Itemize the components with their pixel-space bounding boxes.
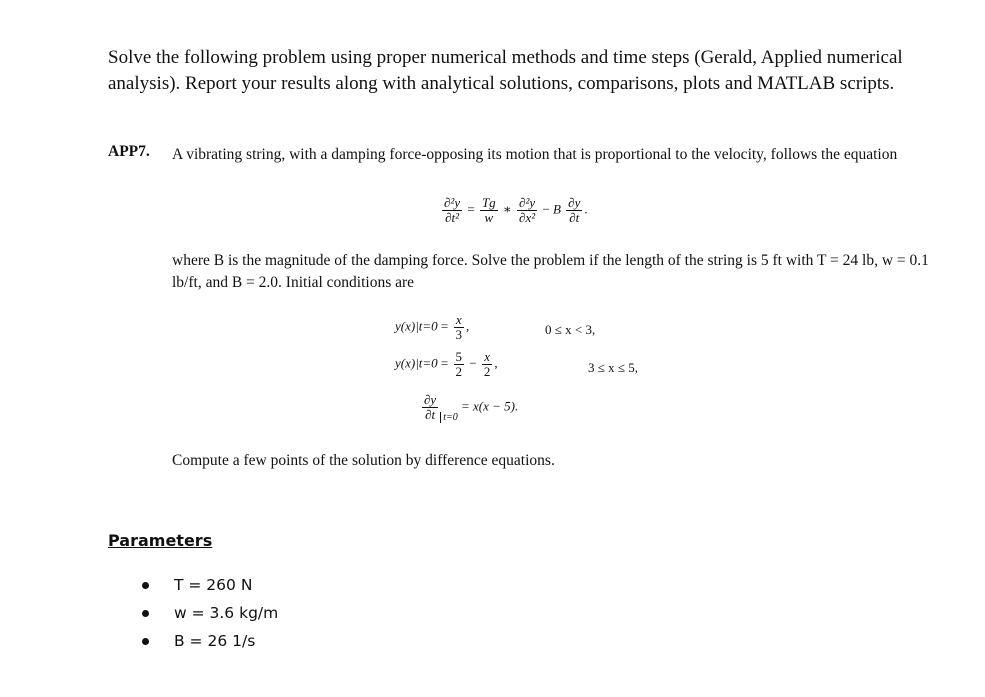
initial-condition-3 xyxy=(420,393,518,423)
ic1-denominator: 3 xyxy=(455,327,462,342)
parameters-title: Parameters xyxy=(108,531,213,550)
pde-coef-denominator: w xyxy=(484,210,494,225)
pde-mid-numerator: ∂²y xyxy=(519,195,536,210)
problem-statement: A vibrating string, with a damping force-opposing its motion that is proportional to the velocity, follows the equation xyxy=(172,146,898,163)
list-item xyxy=(142,571,278,599)
ic2-denominator-1: 2 xyxy=(455,364,462,379)
parameter-b: B = 26 1/s xyxy=(174,632,256,650)
parameter-w: w = 3.6 kg/m xyxy=(174,604,279,622)
list-item xyxy=(142,599,278,627)
intro-paragraph: Solve the following problem using proper numerical methods and time steps (Gerald, Applied numerical analysis). Report your results along with analytical solutions, comparisons, plots and MATLAB scripts. xyxy=(108,47,903,94)
ic1-range: 0 ≤ x < 3, xyxy=(545,322,596,337)
ic2-lhs: y(x)|t=0 xyxy=(395,355,438,371)
ic3-rhs: = x(x − 5). xyxy=(460,398,519,414)
ic2-range: 3 ≤ x ≤ 5, xyxy=(588,360,639,375)
pde-mid-denominator: ∂x² xyxy=(519,210,536,225)
ic1-lhs: y(x)|t=0 xyxy=(395,318,438,334)
pde-equation: $\frac{\text{∂²y}}{\text{∂t²}}$ = $\frac{Tg}{w}$ ∗ $\frac{\text{∂²y}}{\text{∂x²}}$ − B $\frac{\partial y}{\partial t}$ . xyxy=(444,195,588,225)
ic2-numerator-2: x xyxy=(484,349,490,364)
ic2-numerator-1: 5 xyxy=(455,349,462,364)
pde-lhs-numerator: ∂²y xyxy=(444,195,461,210)
ic2-denominator-2: 2 xyxy=(483,364,491,379)
pde-lhs-denominator: ∂t² xyxy=(445,210,460,225)
bullet-icon xyxy=(142,610,149,617)
pde-coef-numerator: Tg xyxy=(481,195,496,210)
parameter-t: T = 260 N xyxy=(174,576,253,594)
ic3-denominator: ∂t xyxy=(425,407,436,422)
ic3-subscript: t=0 xyxy=(440,412,458,423)
ic3-numerator: ∂y xyxy=(424,392,437,407)
bullet-icon xyxy=(142,582,149,589)
list-item xyxy=(142,627,278,655)
pde-damp-numerator: ∂y xyxy=(568,195,581,210)
compute-paragraph: Compute a few points of the solution by difference equations. xyxy=(172,452,555,469)
where-paragraph: where B is the magnitude of the damping force. Solve the problem if the length of the string is 5 ft with T = 24 lb, w = 0.1 lb/ft, and B = 2.0. Initial conditions are xyxy=(172,252,929,291)
pde-damp-denominator: ∂t xyxy=(569,210,580,225)
problem-label: APP7. xyxy=(108,143,150,160)
ic1-numerator: x xyxy=(455,312,462,327)
parameters-list xyxy=(142,571,278,655)
bullet-icon xyxy=(142,638,149,645)
initial-condition-2: y(x)|t=0 = $\frac{5}{2}$ − $\frac{x}{2}$ , xyxy=(395,349,498,379)
initial-condition-1: y(x)|t=0 = $\frac{x}{3}$ , xyxy=(395,312,470,342)
